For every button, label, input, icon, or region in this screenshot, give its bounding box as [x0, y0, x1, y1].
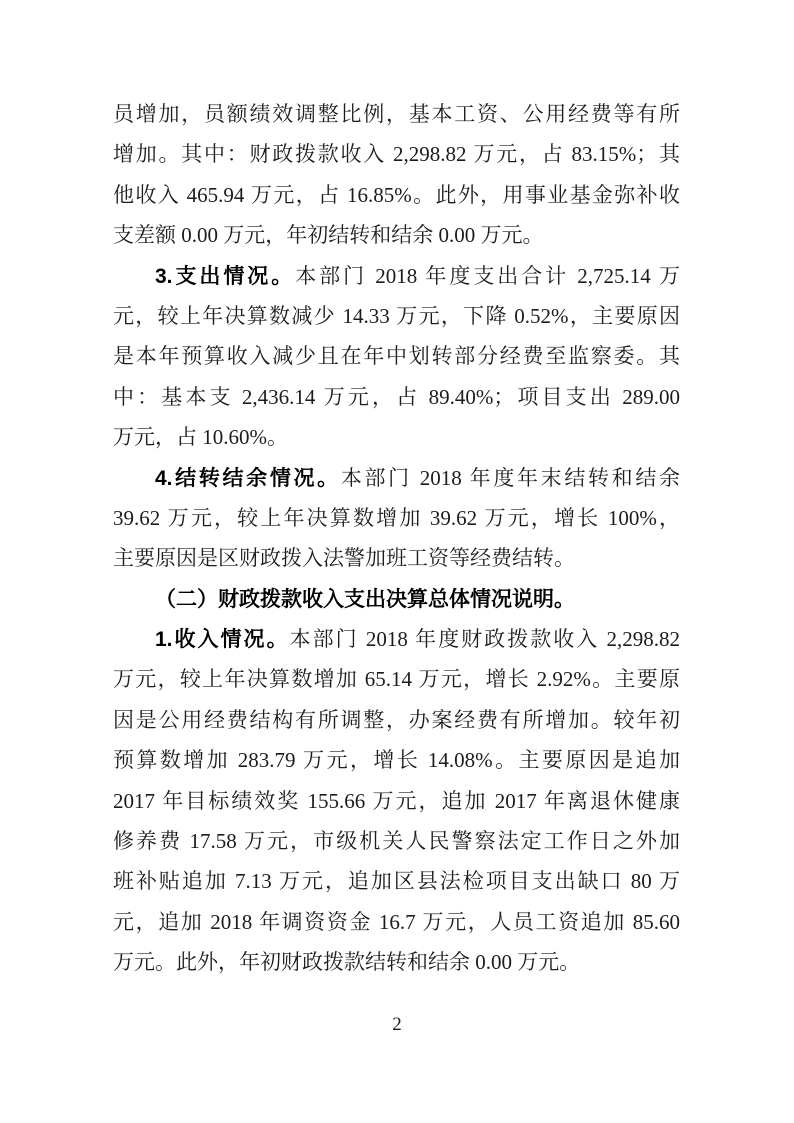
text-line [113, 458, 680, 498]
text-line [113, 942, 680, 982]
text-line [113, 377, 680, 417]
text-line [113, 821, 680, 861]
text-run: 2017 年目标绩效奖 155.66 万元，追加 2017 年离退休健康 [113, 788, 680, 813]
text-line [113, 538, 680, 578]
text-line [113, 861, 680, 901]
text-line [113, 902, 680, 942]
heading-run: 4.结转结余情况。 [155, 466, 341, 490]
text-run: 本部门 2018 年度支出合计 2,725.14 万 [295, 263, 681, 288]
text-run: 是本年预算收入减少且在年中划转部分经费至监察委。其 [113, 344, 680, 369]
text-run: 他收入 465.94 万元，占 16.85%。此外，用事业基金弥补收 [113, 182, 680, 207]
text-line [113, 296, 680, 336]
text-line [113, 417, 680, 457]
text-line [113, 256, 680, 296]
text-run: 万元，占 10.60%。 [113, 425, 288, 450]
text-line [113, 94, 680, 134]
heading-run: （二）财政拨款收入支出决算总体情况说明。 [155, 587, 575, 611]
text-line [113, 619, 680, 659]
text-run: 修养费 17.58 万元，市级机关人民警察法定工作日之外加 [113, 829, 680, 854]
text-line [113, 134, 680, 174]
text-run: 主要原因是区财政拨入法警加班工资等经费结转。 [113, 546, 575, 571]
text-run: 元，较上年决算数减少 14.33 万元，下降 0.52%，主要原因 [113, 303, 680, 328]
text-line [113, 215, 680, 255]
text-line [113, 659, 680, 699]
heading-run: 1.收入情况。 [155, 628, 290, 652]
text-run: 万元。此外，年初财政拨款结转和结余 0.00 万元。 [113, 950, 581, 975]
text-run: 增加。其中：财政拨款收入 2,298.82 万元，占 83.15%；其 [113, 142, 680, 167]
text-run: 本部门 2018 年度年末结转和结余 [340, 465, 680, 490]
text-run: 预算数增加 283.79 万元，增长 14.08%。主要原因是追加 [113, 748, 680, 773]
text-run: 因是公用经费结构有所调整，办案经费有所增加。较年初 [113, 707, 680, 732]
text-run: 万元，较上年决算数增加 65.14 万元，增长 2.92%。主要原 [113, 667, 680, 692]
text-run: 39.62 万元，较上年决算数增加 39.62 万元，增长 100%， [113, 505, 680, 530]
text-line [113, 336, 680, 376]
text-line [113, 498, 680, 538]
text-line [113, 740, 680, 780]
text-run: 中：基本支 2,436.14 万元，占 89.40%；项目支出 289.00 [113, 384, 680, 409]
text-run: 班补贴追加 7.13 万元，追加区县法检项目支出缺口 80 万 [113, 869, 680, 894]
text-run: 元，追加 2018 年调资资金 16.7 万元，人员工资追加 85.60 [113, 909, 680, 934]
text-run: 支差额 0.00 万元，年初结转和结余 0.00 万元。 [113, 223, 544, 248]
page-number: 2 [392, 1014, 402, 1035]
text-run: 员增加，员额绩效调整比例，基本工资、公用经费等有所 [113, 102, 680, 126]
document-body [113, 94, 680, 983]
text-line [113, 175, 680, 215]
text-line [113, 579, 680, 619]
text-run: 本部门 2018 年度财政拨款收入 2,298.82 [289, 627, 681, 652]
text-line [113, 781, 680, 821]
text-line [113, 700, 680, 740]
heading-run: 3.支出情况。 [155, 264, 296, 288]
